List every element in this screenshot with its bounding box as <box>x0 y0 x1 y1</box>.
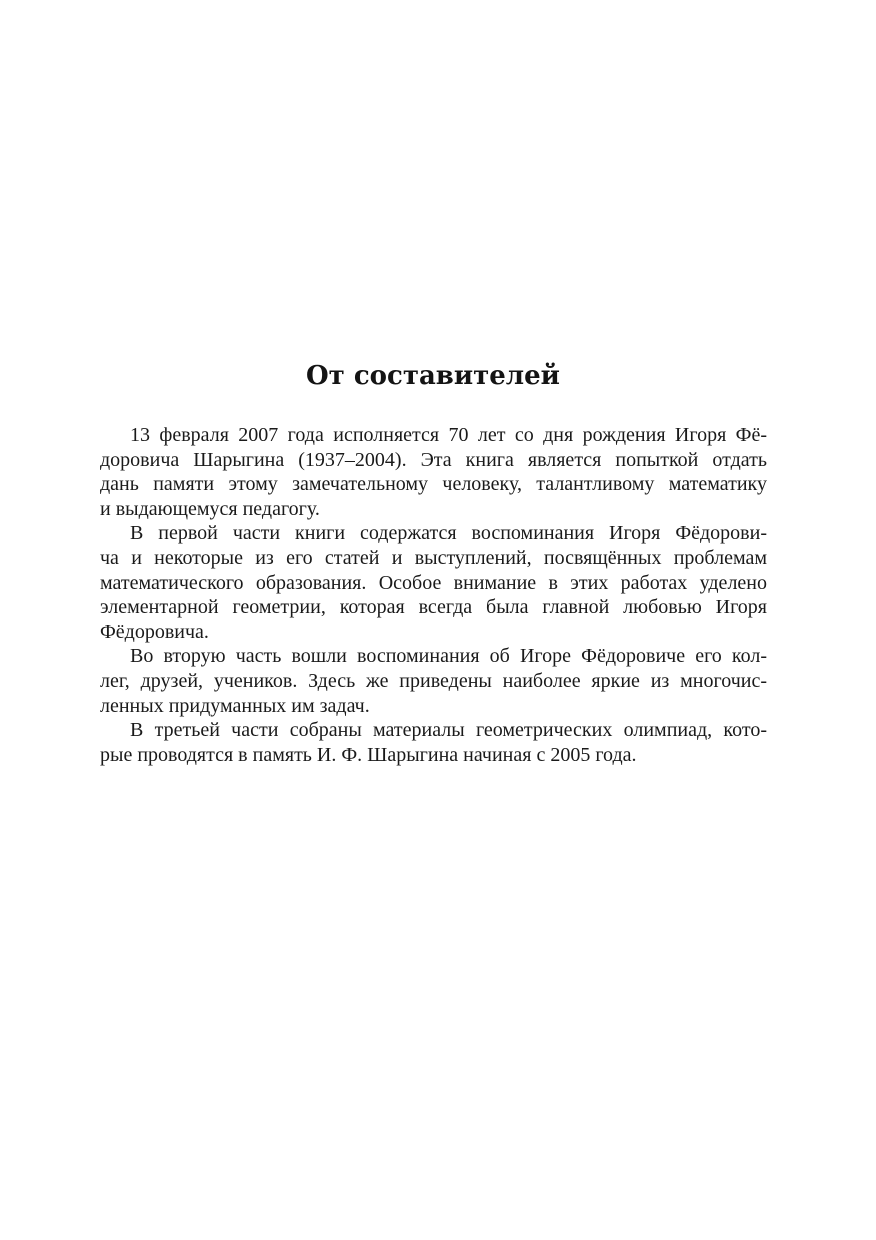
paragraph-line: математического образования. Особое внимание в этих работах уделено <box>100 571 767 594</box>
paragraph-1 <box>100 423 767 521</box>
paragraph-2 <box>100 521 767 644</box>
paragraph-3 <box>100 644 767 718</box>
paragraph-line: 13 февраля 2007 года исполняется 70 лет со дня рождения Игоря Фё- <box>130 424 767 446</box>
paragraph-line: ча и некоторые из его статей и выступлений, посвящённых проблемам <box>100 546 767 569</box>
paragraph-line: В первой части книги содержатся воспоминания Игоря Фёдорови- <box>130 522 767 545</box>
paragraph-line: лег, друзей, учеников. Здесь же приведены наиболее яркие из многочис- <box>100 669 767 692</box>
paragraph-line: В третьей части собраны материалы геометрических олимпиад, кото- <box>130 719 767 742</box>
paragraph-line: Фёдоровича. <box>100 620 209 643</box>
paragraph-line: и выдающемуся педагогу. <box>100 497 320 520</box>
paragraph-line: дань памяти этому замечательному человеку, талантливому математику <box>100 473 767 496</box>
paragraph-line: ленных придуманных им задач. <box>100 694 370 717</box>
paragraph-line: доровича Шарыгина (1937–2004). Эта книга является попыткой отдать <box>100 448 767 471</box>
preface-body <box>100 423 767 767</box>
paragraph-line: Во вторую часть вошли воспоминания об Игоре Фёдоровиче его кол- <box>130 645 767 668</box>
paragraph-4 <box>100 718 767 767</box>
paragraph-line: элементарной геометрии, которая всегда была главной любовью Игоря <box>100 596 767 619</box>
paragraph-line: рые проводятся в память И. Ф. Шарыгина начиная с 2005 года. <box>100 743 637 766</box>
section-title: От составителей <box>306 361 560 391</box>
